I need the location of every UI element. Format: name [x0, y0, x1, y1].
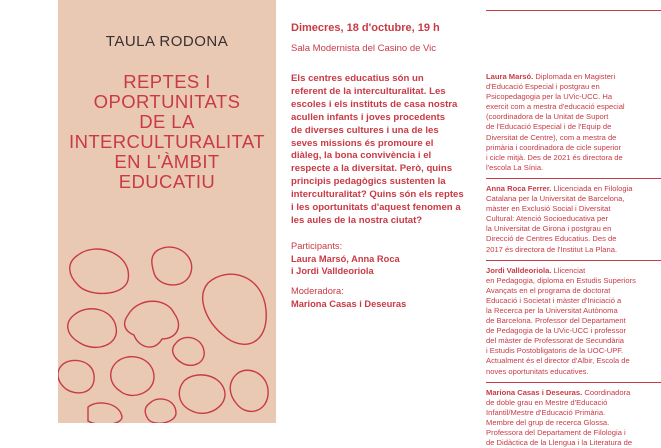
bio-line: l'escola La Sínia. [486, 162, 544, 172]
title-line: INTERCULTURALITAT [69, 131, 265, 152]
participants-block [291, 240, 400, 278]
moderator-block [291, 285, 406, 310]
intro-line: Els centres educatius són un [291, 73, 424, 84]
title-line: DE LA [139, 111, 195, 132]
bio-line: Llicenciat [551, 265, 586, 275]
bio-line: Coordinadora [582, 387, 631, 397]
bio-line: Catalana per la Universitat de Barcelona, [486, 194, 625, 204]
intro-line: interculturalitat? Quins són els reptes [291, 189, 464, 201]
bio-line: Cultural: Atenció Socioeducativa per [486, 214, 608, 224]
bio-line: Diplomada en Magisteri [533, 72, 616, 81]
divider [486, 260, 661, 261]
bio-name: Mariona Casas i Deseuras. [486, 387, 583, 397]
bio-line: de Pedagogia de la UVic-UCC i professor [486, 326, 626, 336]
bio-line: 2017 és directora de l'Institut La Plana. [486, 244, 618, 254]
intro-line: escoles i els instituts de casa nostra [291, 98, 458, 110]
pebble-shape [125, 301, 179, 347]
intro-line: referent de la interculturalitat. Les [291, 85, 446, 97]
participants-heading: Participants: [291, 241, 343, 251]
bio-line: d'Educació Especial i postgrau en [486, 82, 600, 92]
bio-line: i cicle mitjà. Des de 2021 és directora de [486, 152, 623, 162]
bio-line: Diversitat de Centre), com a mestra de [486, 132, 617, 142]
bio-line: de l'Educació Especial i de l'Equip de [486, 122, 612, 132]
intro-line: de diverses cultures i una de les [291, 124, 439, 136]
bio-name: Laura Marsó. [486, 72, 534, 81]
bio-line: primària i coordinadora de cicle superior [486, 142, 622, 152]
pebble-shape [58, 360, 94, 392]
bio-mariona-casas [486, 388, 661, 448]
poster-panel [58, 0, 276, 423]
bio-line: Psicopedagogia per la UVic-UCC. Ha [486, 92, 613, 102]
pebble-shape [111, 357, 154, 396]
participants-names: Laura Marsó, Anna Roca [291, 253, 400, 264]
intro-line: diàleg, la bona convivència i el [291, 150, 432, 162]
title-line: REPTES I [123, 71, 211, 92]
event-type-label: TAULA RODONA [105, 33, 229, 50]
bio-line: màster en Exclusió Social i Diversitat [486, 204, 611, 214]
bio-line: del màster de Professorat de Secundària [486, 336, 625, 346]
bio-anna-roca [486, 184, 661, 255]
title-line: EN L'ÀMBIT [114, 151, 220, 172]
pebble-shape [179, 375, 225, 413]
intro-line: seves missions és promoure el [291, 137, 434, 149]
bio-line: Infantil/Mestre d'Educació Primària. [486, 407, 606, 417]
pebble-shape [68, 309, 117, 348]
bio-line: Membre del grup de recerca Glossa. [486, 417, 610, 427]
pebble-shape [173, 337, 205, 365]
bio-line: noves oportunitats educatives. [486, 366, 589, 376]
pebble-shape [145, 399, 176, 423]
pebble-shape [203, 274, 267, 344]
bio-line: Actualment és el director d'Albir, Escola de [486, 356, 630, 366]
intro-line: acullen infants i joves procedents [291, 111, 446, 123]
bio-line: (coordinadora de la Unitat de Suport [486, 112, 609, 122]
divider [486, 10, 661, 11]
bio-name: Jordi Valldeoriola. [486, 265, 552, 275]
divider [486, 178, 661, 179]
event-venue: Sala Modernista del Casino de Vic [291, 43, 437, 54]
pebble-shape [88, 403, 122, 423]
participants-names: i Jordi Valldeoriola [291, 266, 374, 277]
bio-line: Professora del Departament de Filologia i [486, 428, 626, 437]
title-line: OPORTUNITATS [93, 91, 241, 112]
bio-line: la Universitat de Girona i postgrau en [486, 224, 612, 234]
pebble-shape [152, 247, 192, 285]
bio-line: de Barcelona. Professor del Departament [486, 316, 626, 326]
bio-line: Direcció de Centres Educatius. Des de [486, 234, 617, 244]
bio-line: i Estudis Postobligatoris de la UOC-UPF. [486, 346, 624, 356]
intro-line: principis pedagògics sustenten la [291, 176, 446, 188]
title-line: EDUCATIU [118, 171, 216, 192]
pebble-shape [230, 370, 268, 411]
intro-line: les aules de la nostra ciutat? [291, 214, 423, 226]
bio-jordi-valldeoriola [486, 266, 661, 377]
intro-paragraph [291, 73, 481, 228]
pebble-shape [70, 249, 129, 293]
event-title [58, 72, 276, 192]
moderator-name: Mariona Casas i Deseuras [291, 298, 407, 309]
bio-laura-marso [486, 72, 661, 173]
pebbles-illustration [58, 235, 276, 423]
bio-line: en Pedagogia, diploma en Estudis Superiors [486, 275, 636, 285]
bio-line: Llicenciada en Filologia [551, 183, 633, 193]
bio-line: exercit com a mestra d'educació especial [486, 102, 625, 112]
bio-line: Avançats en el programa de doctorat [486, 285, 611, 295]
speaker-bios [486, 72, 661, 448]
intro-line: i les oportunitats d'aquest fenomen a [291, 202, 461, 214]
bio-line: la Recerca per la Universitat Autònoma [486, 305, 618, 315]
bio-line: de Didàctica de la Llengua i la Literatura de [486, 438, 633, 448]
event-date: Dimecres, 18 d'octubre, 19 h [291, 22, 440, 34]
bio-line: Educació i Societat i màster d'Iniciació a [486, 295, 622, 305]
moderator-heading: Moderadora: [291, 286, 344, 296]
bio-name: Anna Roca Ferrer. [486, 183, 552, 193]
divider [486, 382, 661, 383]
bio-line: de doble grau en Mestre d'Educació [486, 397, 608, 407]
intro-line: respecte a la diversitat. Però, quins [291, 163, 453, 175]
